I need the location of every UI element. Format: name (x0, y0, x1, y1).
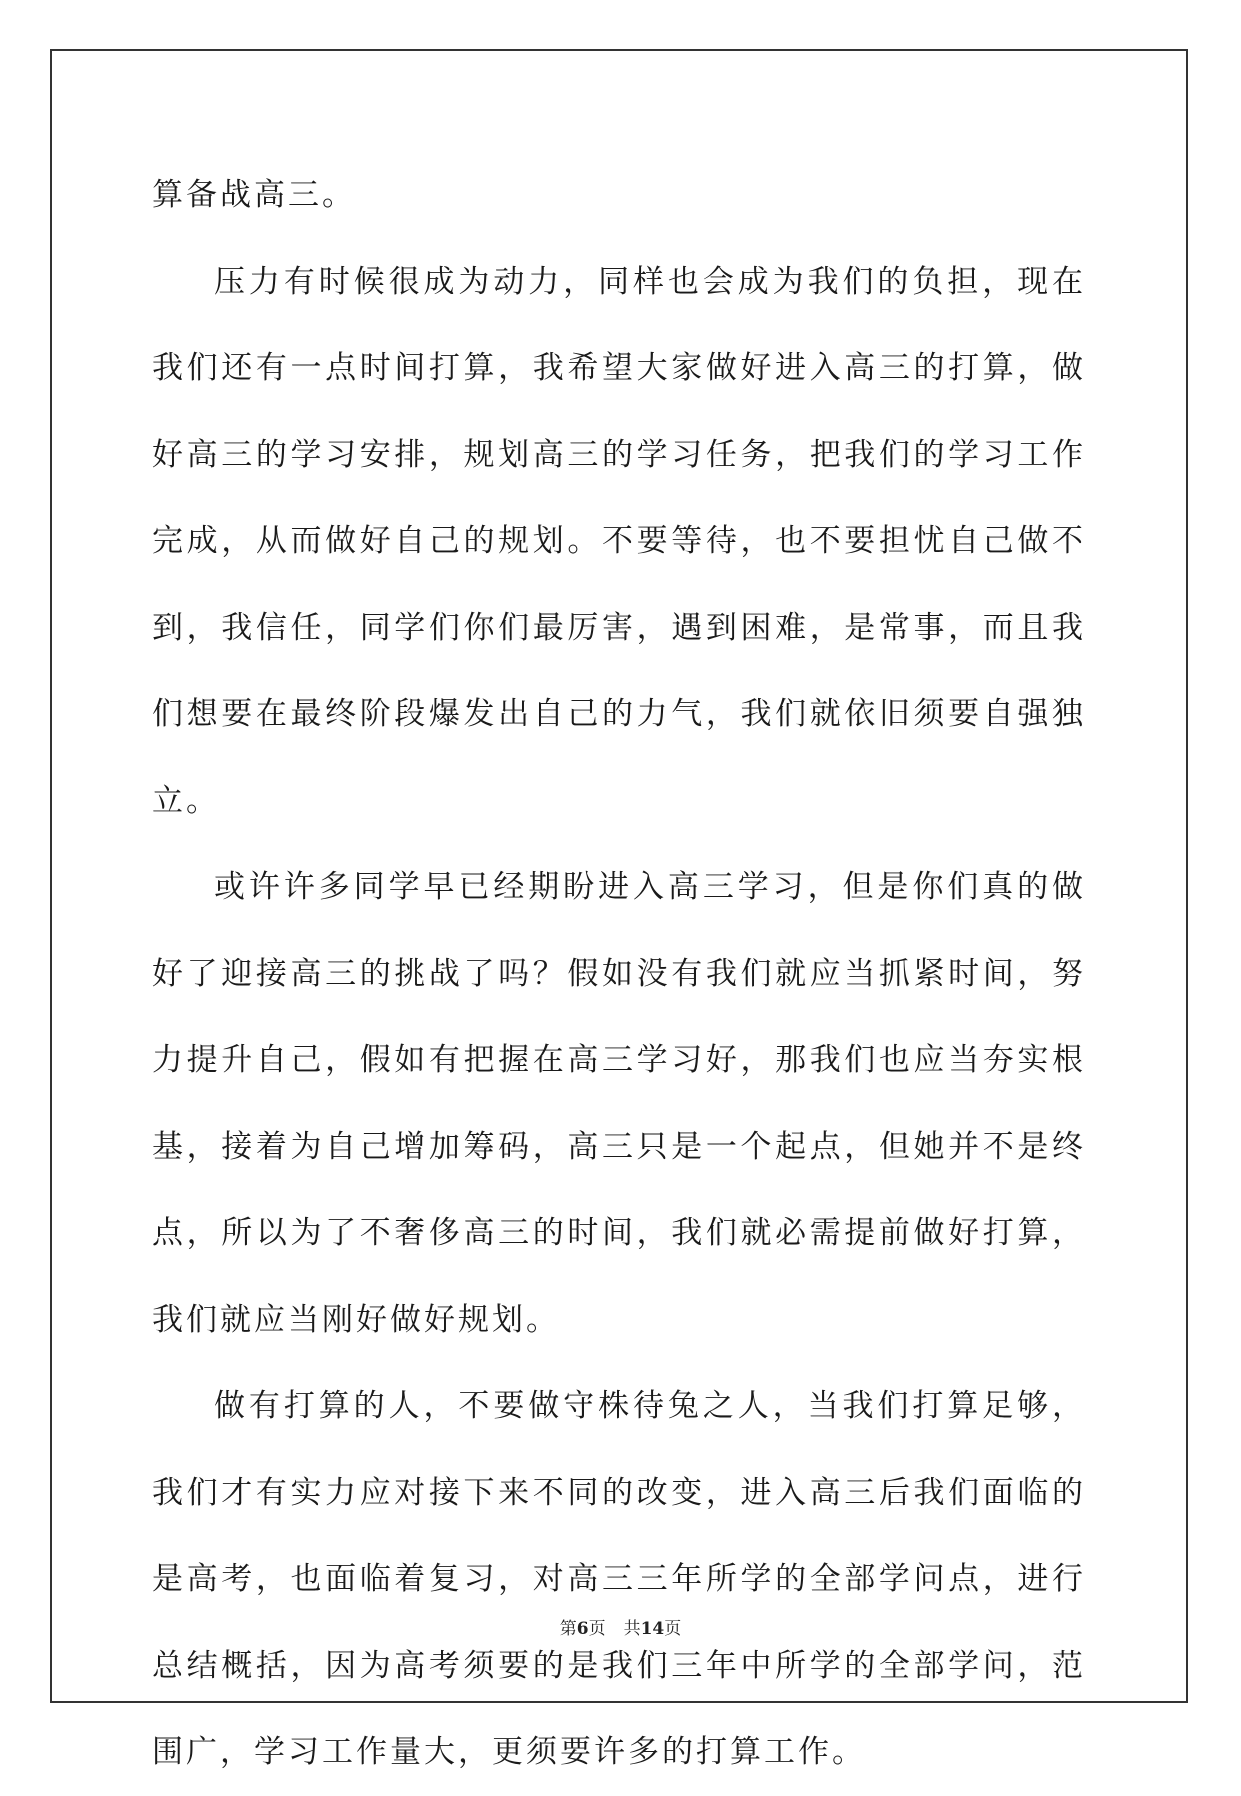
page-footer (0, 1614, 1241, 1639)
current-page-number: 6 (576, 1619, 589, 1639)
total-prefix: 共 (623, 1619, 641, 1639)
paragraph-continuation: 算备战高三。 (152, 177, 356, 213)
total-suffix: 页 (664, 1619, 682, 1639)
paragraph: 做有打算的人，不要做守株待兔之人，当我们打算足够，我们才有实力应对接下来不同的改变，进入高三后我们面临的是高考，也面临着复习，对高三三年所学的全部学问点，进行总结概括，因为高考须要的是我们三年中所学的全部学问，范围广，学习工作量大，更须要许多的打算工作。 (152, 1388, 1086, 1770)
total-pages-number: 14 (640, 1619, 665, 1639)
paragraph: 压力有时候很成为动力，同样也会成为我们的负担，现在我们还有一点时间打算，我希望大家做好进入高三的打算，做好高三的学习安排，规划高三的学习任务，把我们的学习工作完成，从而做好自己的规划。不要等待，也不要担忧自己做不到，我信任，同学们你们最厉害，遇到困难，是常事，而且我们想要在最终阶段爆发出自己的力气，我们就依旧须要自强独立。 (152, 263, 1086, 819)
page-suffix: 页 (588, 1619, 606, 1639)
document-body (152, 152, 1086, 1796)
paragraph: 或许许多同学早已经期盼进入高三学习，但是你们真的做好了迎接高三的挑战了吗？假如没有我们就应当抓紧时间，努力提升自己，假如有把握在高三学习好，那我们也应当夯实根基，接着为自己增加筹码，高三只是一个起点，但她并不是终点，所以为了不奢侈高三的时间，我们就必需提前做好打算，我们就应当刚好做好规划。 (152, 869, 1086, 1338)
page-prefix: 第 (559, 1619, 577, 1639)
